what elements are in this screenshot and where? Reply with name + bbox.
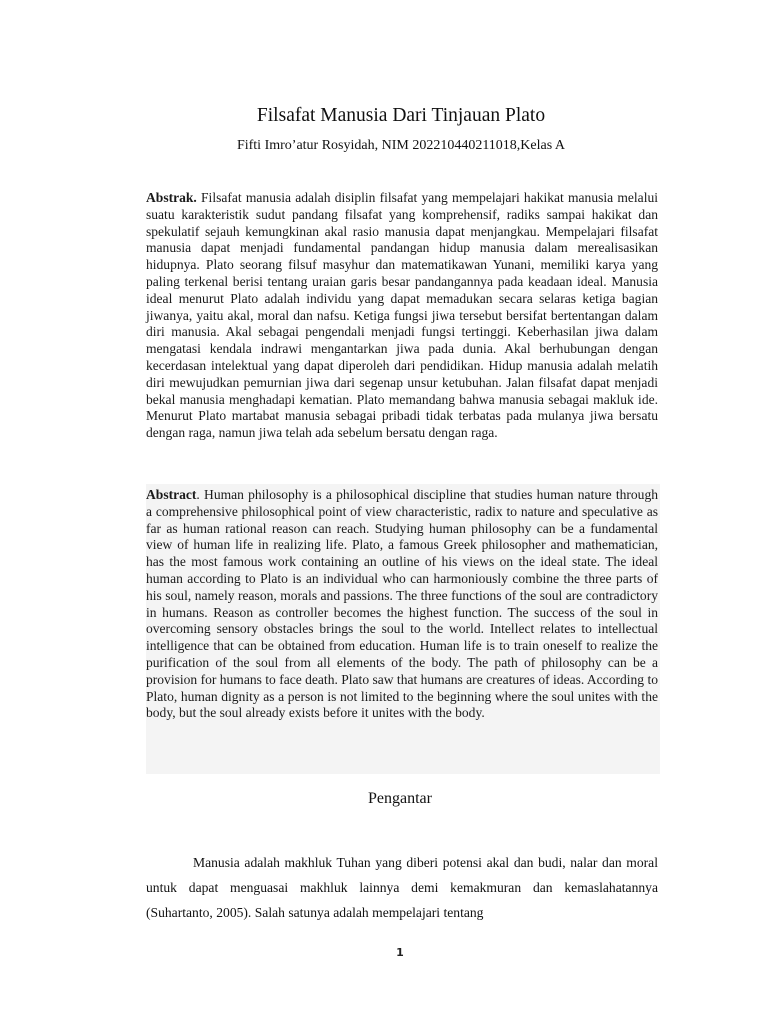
abstract-english-label: Abstract <box>146 487 197 502</box>
section-heading: Pengantar <box>368 790 432 807</box>
abstract-indonesian-paragraph <box>146 190 658 442</box>
abstract-indonesian-label: Abstrak. <box>146 190 197 205</box>
paper-title: Filsafat Manusia Dari Tinjauan Plato <box>256 105 546 126</box>
body-text <box>146 850 658 925</box>
abstract-indonesian <box>146 190 658 442</box>
abstract-english-text: . Human philosophy is a philosophical discipline that studies human nature through a comprehensive philosophical point of view characteristic, radix to nature and speculative as far as human rational reason can reach. Studying human philosophy can be a fundamental view of human life in realizing life. Plato, a famous Greek philosopher and mathematician, has the most famous work containing an outline of his views on the ideal state. The ideal human according to Plato is an individual who can harmoniously combine the three parts of his soul, namely reason, morals and passions. The three functions of the soul are contradictory in humans. Reason as controller becomes the highest function. The success of the soul in overcoming sensory obstacles brings the soul to the world. Intellect relates to intellectual intelligence that can be obtained from education. Human life is to train oneself to realize the purification of the soul from all elements of the body. The path of philosophy can be a provision for humans to face death. Plato saw that humans are creatures of ideas. According to Plato, human dignity as a person is not limited to the beginning where the soul unites with the body, but the soul already exists before it unites with the body. <box>146 487 658 721</box>
abstract-english <box>146 484 660 774</box>
abstract-english-paragraph <box>146 484 660 722</box>
page-number: 1 <box>396 946 404 959</box>
abstract-indonesian-text: Filsafat manusia adalah disiplin filsafat yang mempelajari hakikat manusia melalui suatu karakteristik sudut pandang filsafat yang komprehensif, radiks sampai hakikat dan spekulatif sejauh kemungkinan akal rasio manusia dapat menjangkau. Mempelajari filsafat manusia dapat menjadi fundamental pandangan hidup manusia dalam merealisasikan hidupnya. Plato seorang filsuf masyhur dan matematikawan Yunani, memiliki karya yang paling terkenal berisi tentang uraian garis besar pandangannya pada keadaan ideal. Manusia ideal menurut Plato adalah individu yang dapat memadukan secara selaras ketiga bagian jiwanya, yaitu akal, moral dan nafsu. Ketiga fungsi jiwa tersebut bersifat bertentangan dalam diri manusia. Akal sebagai pengendali menjadi fungsi tertinggi. Keberhasilan jiwa dalam mengatasi kendala indrawi mengantarkan jiwa pada dunia. Akal berhubungan dengan kecerdasan intelektual yang dapat diperoleh dari pendidikan. Hidup manusia adalah melatih diri mewujudkan pemurnian jiwa dari segenap unsur ketubuhan. Jalan filsafat dapat menjadi bekal manusia menghadapi kematian. Plato memandang bahwa manusia sebagai makluk ide. Menurut Plato martabat manusia sebagai pribadi tidak terbatas pada mulanya jiwa bersatu dengan raga, namun jiwa telah ada sebelum bersatu dengan raga. <box>146 190 658 441</box>
body-paragraph: Manusia adalah makhluk Tuhan yang diberi potensi akal dan budi, nalar dan moral untuk dapat menguasai makhluk lainnya demi kemakmuran dan kemaslahatannya (Suhartanto, 2005). Salah satunya adalah mempelajari tentang <box>146 855 658 920</box>
author-line: Fifti Imro’atur Rosyidah, NIM 202210440211018,Kelas A <box>236 138 566 153</box>
